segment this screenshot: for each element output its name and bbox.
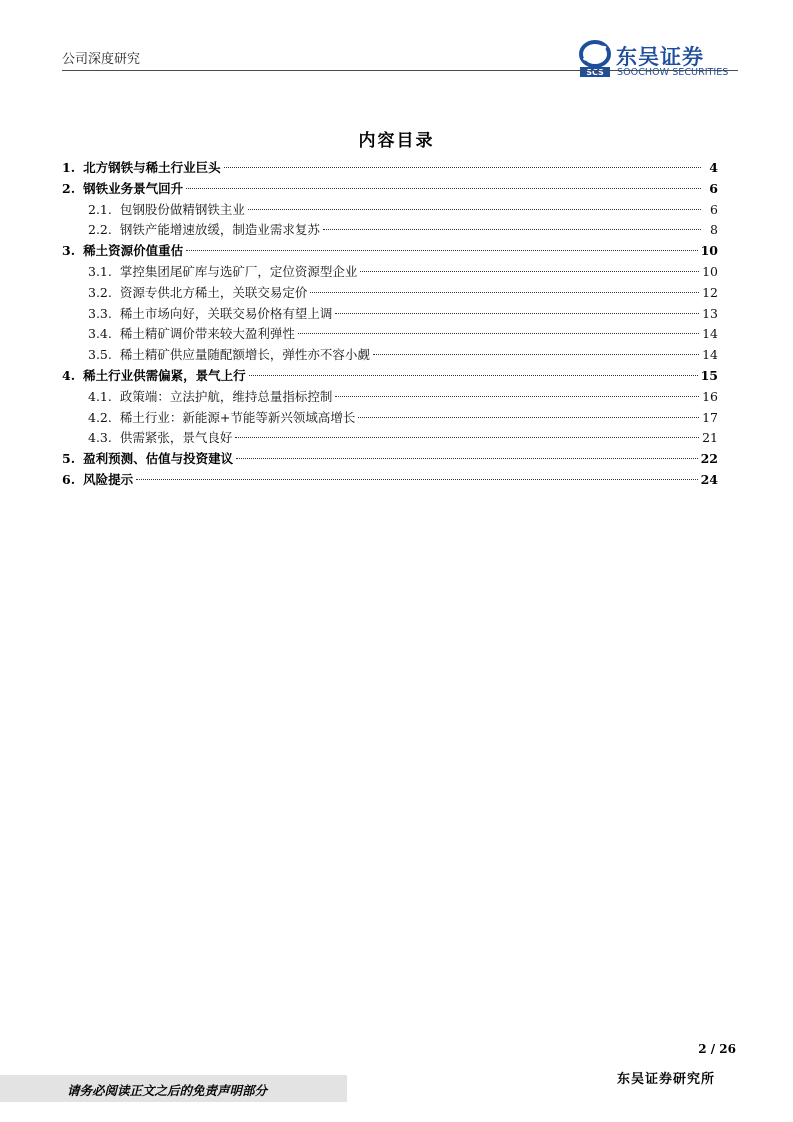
toc-dot-leader — [236, 458, 698, 459]
toc-entry-title: 风险提示 — [83, 471, 134, 487]
company-logo — [578, 40, 743, 80]
toc-entry-number: 4. — [62, 367, 76, 383]
toc-dot-leader — [235, 437, 699, 438]
toc-entry-page: 24 — [700, 471, 718, 487]
toc-entry[interactable] — [62, 304, 718, 325]
logo-mark-text: SCS — [586, 68, 604, 77]
toc-entry-page: 8 — [710, 222, 718, 238]
toc-entry-page: 4 — [709, 160, 718, 175]
toc-entry-page: 6 — [709, 180, 718, 196]
toc-entry-page: 12 — [702, 284, 718, 300]
toc-dot-leader — [136, 479, 698, 480]
toc-entry[interactable] — [62, 345, 718, 366]
toc-entry-page: 22 — [700, 451, 718, 467]
toc-entry-number: 6. — [62, 471, 76, 487]
footer-company: 东吴证券研究所 — [616, 1072, 715, 1087]
soochow-logo-icon — [578, 40, 612, 78]
toc-entry-title: 稀土资源价值重估 — [83, 243, 184, 259]
toc-entry-number: 3.1. — [88, 263, 112, 279]
toc-entry-number: 2. — [62, 180, 76, 196]
toc-entry[interactable] — [62, 179, 718, 200]
toc-entry[interactable] — [62, 262, 718, 283]
toc-dot-leader — [298, 333, 699, 334]
toc-dot-leader — [358, 417, 699, 418]
toc-entry-number: 1. — [62, 160, 76, 175]
toc-entry-page: 14 — [702, 326, 718, 342]
toc-entry[interactable] — [62, 324, 718, 345]
toc-entry-number: 3.5. — [88, 347, 112, 363]
toc-entry-page: 13 — [702, 305, 718, 321]
toc-dot-leader — [224, 167, 701, 168]
toc-entry-number: 2.1. — [88, 201, 112, 217]
toc-dot-leader — [310, 292, 699, 293]
toc-entry[interactable] — [62, 158, 718, 179]
toc-entry-title: 钢铁业务景气回升 — [83, 180, 184, 196]
toc-dot-leader — [335, 396, 699, 397]
disclaimer-text: 请务必阅读正文之后的免责声明部分 — [67, 1083, 268, 1098]
toc-entry-page: 17 — [702, 409, 718, 425]
toc-dot-leader — [249, 375, 698, 376]
toc-entry-page: 10 — [702, 263, 718, 279]
toc-entry-title: 供需紧张，景气良好 — [119, 430, 233, 446]
toc-entry-title: 稀土精矿调价带来较大盈利弹性 — [119, 326, 295, 342]
toc-entry-number: 3.4. — [88, 326, 112, 342]
toc-entry[interactable] — [62, 200, 718, 221]
toc-entry-page: 10 — [700, 243, 718, 259]
toc-entry-title: 稀土精矿供应量随配额增长，弹性亦不容小觑 — [119, 347, 370, 363]
toc-dot-leader — [373, 354, 699, 355]
toc-entry[interactable] — [62, 220, 718, 241]
toc-entry-title: 包钢股份做精钢铁主业 — [119, 201, 245, 217]
toc-entry-number: 2.2. — [88, 222, 112, 238]
toc-entry-number: 4.2. — [88, 409, 112, 425]
toc-entry-page: 6 — [710, 201, 718, 217]
toc-entry-page: 14 — [702, 347, 718, 363]
toc-dot-leader — [186, 188, 701, 189]
toc-entry[interactable] — [62, 366, 718, 387]
report-category: 公司深度研究 — [62, 52, 141, 67]
toc-entry-title: 政策端：立法护航，维持总量指标控制 — [119, 388, 333, 404]
toc-entry-title: 北方钢铁与稀土行业巨头 — [83, 160, 221, 175]
toc-dot-leader — [248, 209, 701, 210]
toc-entry-title: 钢铁产能增速放缓，制造业需求复苏 — [119, 222, 320, 238]
toc-entry-number: 4.1. — [88, 388, 112, 404]
toc-entry-number: 4.3. — [88, 430, 112, 446]
toc-entry[interactable] — [62, 449, 718, 470]
toc-entry-number: 3.2. — [88, 284, 112, 300]
toc-entry-number: 3. — [62, 243, 76, 259]
header-divider — [62, 70, 738, 71]
toc-dot-leader — [360, 271, 699, 272]
toc-entry-title: 掌控集团尾矿库与选矿厂，定位资源型企业 — [119, 263, 358, 279]
toc-entry-page: 16 — [702, 388, 718, 404]
toc-entry-page: 21 — [702, 430, 718, 446]
toc-entry-title: 稀土行业供需偏紧，景气上行 — [83, 367, 246, 383]
toc-title: 内容目录 — [358, 131, 435, 151]
table-of-contents — [62, 158, 718, 491]
toc-entry[interactable] — [62, 283, 718, 304]
toc-entry-number: 3.3. — [88, 305, 112, 321]
toc-entry-title: 稀土行业：新能源+节能等新兴领域高增长 — [119, 409, 356, 425]
toc-entry-title: 稀土市场向好，关联交易价格有望上调 — [119, 305, 333, 321]
toc-dot-leader — [323, 229, 701, 230]
toc-entry[interactable] — [62, 408, 718, 429]
logo-english-name: SOOCHOW SECURITIES — [617, 67, 729, 78]
toc-dot-leader — [335, 313, 699, 314]
page-indicator: 2 / 26 — [698, 1042, 736, 1056]
toc-entry[interactable] — [62, 387, 718, 408]
toc-entry-number: 5. — [62, 451, 76, 467]
toc-entry[interactable] — [62, 428, 718, 449]
logo-chinese-name: 东吴证券 — [616, 45, 704, 69]
toc-entry-title: 盈利预测、估值与投资建议 — [83, 451, 234, 467]
toc-dot-leader — [186, 250, 698, 251]
toc-entry-title: 资源专供北方稀土，关联交易定价 — [119, 284, 308, 300]
toc-entry[interactable] — [62, 241, 718, 262]
toc-entry[interactable] — [62, 470, 718, 491]
toc-entry-page: 15 — [700, 367, 718, 383]
